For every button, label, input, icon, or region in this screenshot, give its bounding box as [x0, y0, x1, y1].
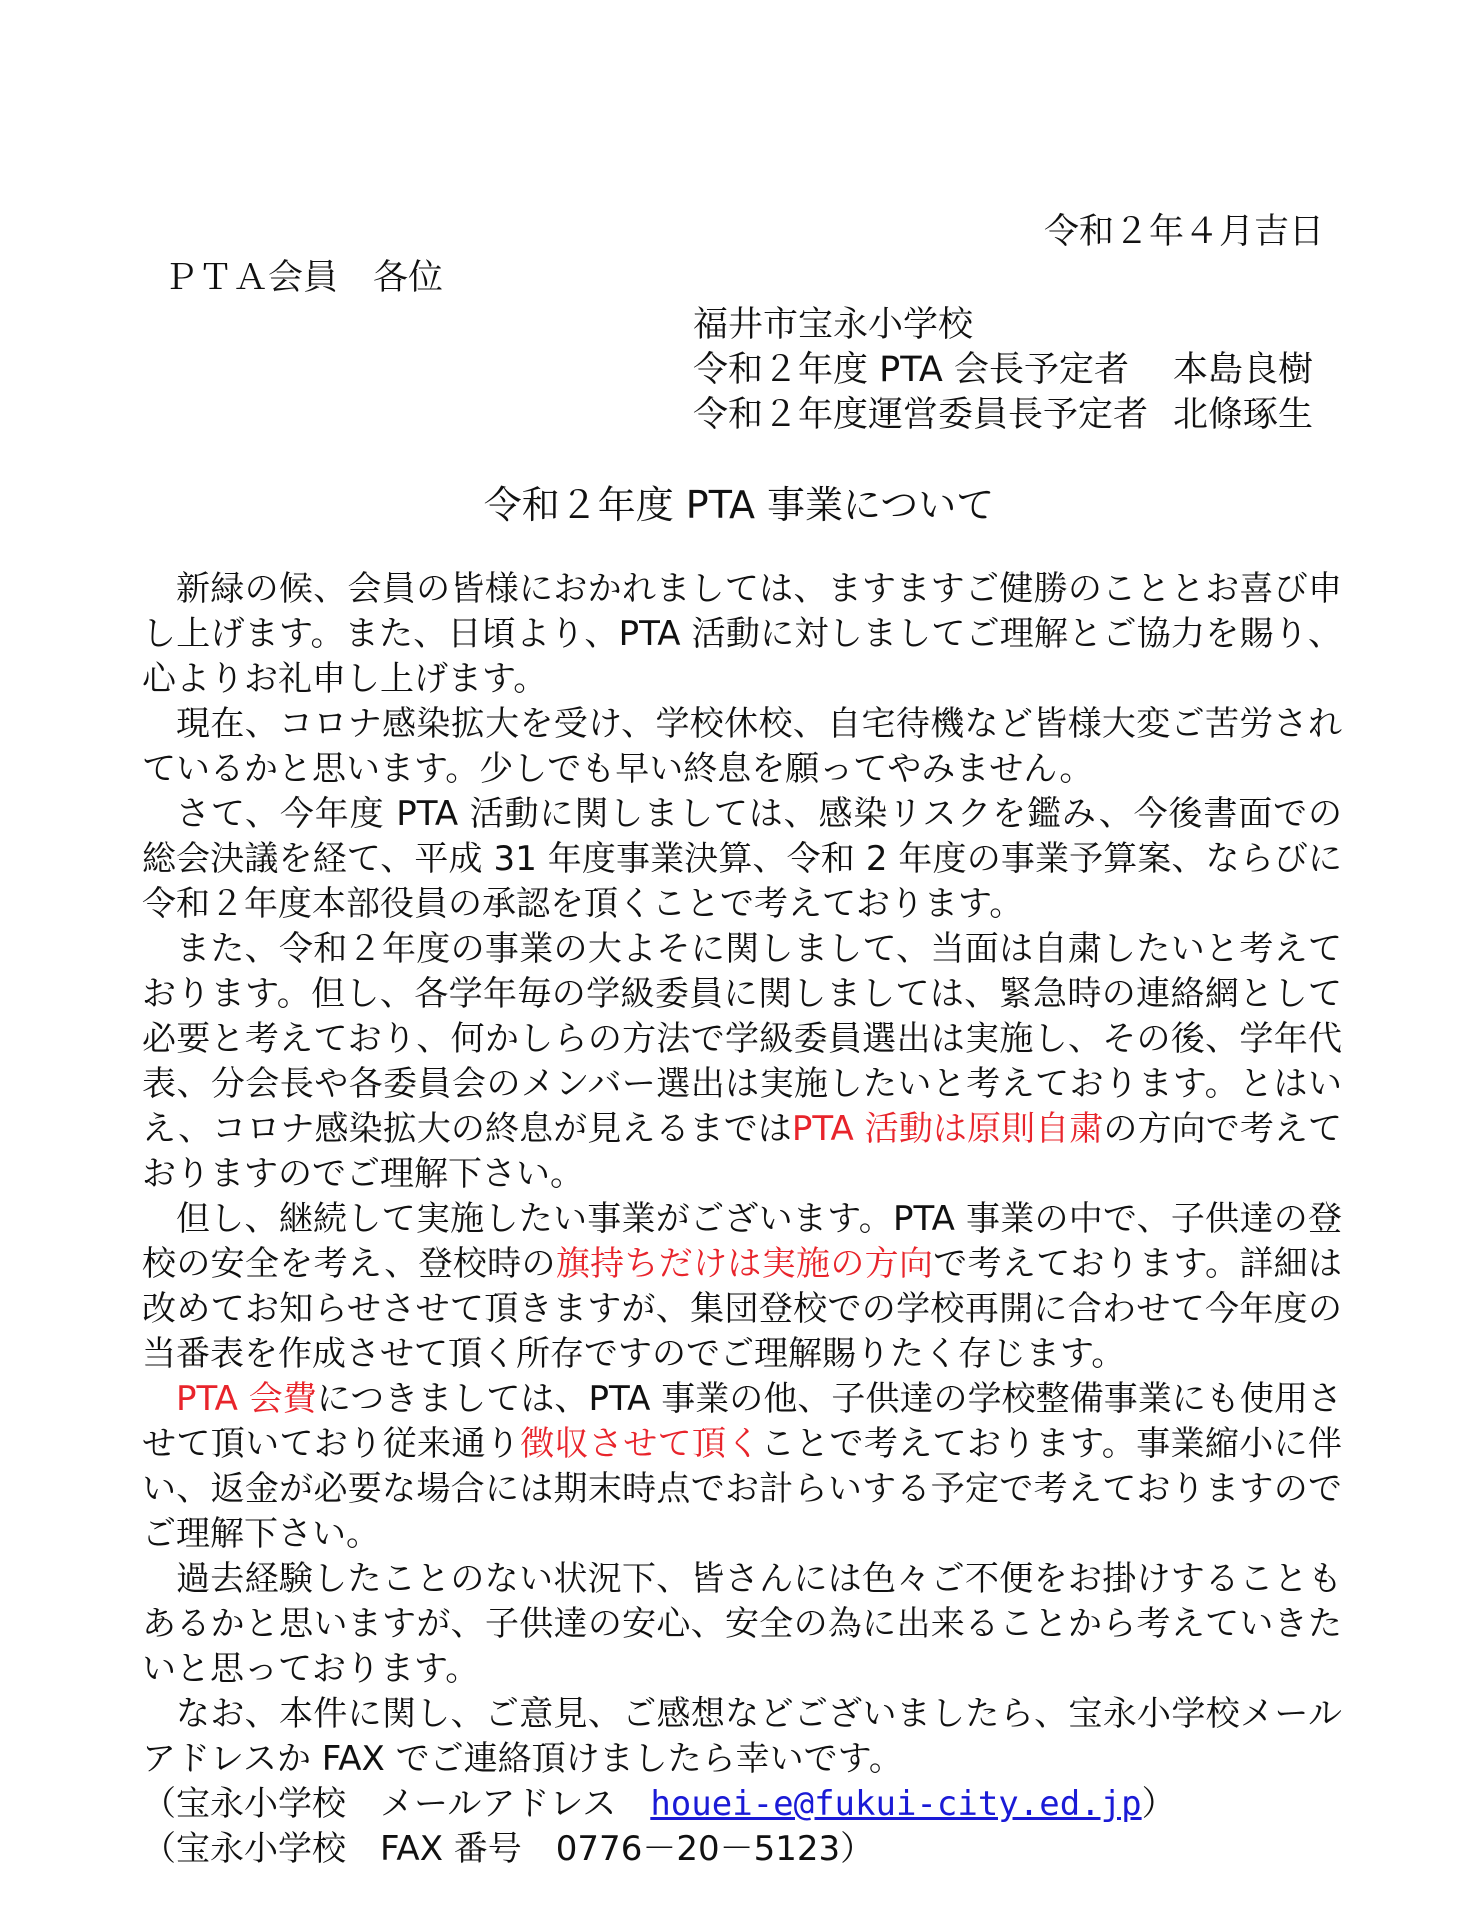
paragraph-flag-duty-text-a: 但し、継続して実施したい事業がございます。PTA 事業の中で、子供達の登校の安全を考え、登校時の — [142, 1199, 1342, 1284]
sender-committee-chair-name: 北條琢生 — [1173, 395, 1314, 435]
letter-body — [142, 567, 1342, 1872]
paragraph-flag-duty — [142, 1197, 1342, 1377]
sender-pta-president-role: 令和２年度 PTA 会長予定者 — [693, 350, 1129, 390]
sender-committee-chair — [693, 387, 1313, 437]
paragraph-greeting: 新緑の候、会員の皆様におかれましては、ますますご健勝のこととお喜び申し上げます。また、日頃より、PTA 活動に対しましてご理解とご協力を賜り、心よりお礼申し上げます。 — [142, 569, 1342, 699]
sender-pta-president — [693, 342, 1313, 392]
letter-date: 令和２年４月吉日 — [1043, 212, 1324, 252]
letter-title: 令和２年度 PTA 事業について — [483, 483, 995, 527]
contact-email-suffix: ） — [1141, 1784, 1176, 1824]
paragraph-covid-situation: 現在、コロナ感染拡大を受け、学校休校、自宅待機など皆様大変ご苦労されているかと思います。少しでも早い終息を願ってやみません。 — [142, 704, 1342, 789]
contact-email-link[interactable]: houei-e@fukui-city.ed.jp — [650, 1784, 1142, 1824]
emphasis-pta-fee: PTA 会費 — [176, 1379, 317, 1419]
paragraph-contact-request: なお、本件に関し、ご意見、ご感想などございましたら、宝永小学校メールアドレスか FAX でご連絡頂けましたら幸いです。 — [142, 1694, 1342, 1779]
paragraph-activities — [142, 927, 1342, 1197]
paragraph-apology: 過去経験したことのない状況下、皆さんには色々ご不便をお掛けすることもあるかと思いますが、子供達の安心、安全の為に出来ることから考えていきたいと思っております。 — [142, 1559, 1342, 1689]
sender-committee-chair-role: 令和２年度運営委員長予定者 — [693, 395, 1149, 435]
sender-school: 福井市宝永小学校 — [693, 305, 974, 345]
paragraph-general-meeting: さて、今年度 PTA 活動に関しましては、感染リスクを鑑み、今後書面での総会決議を経て、平成 31 年度事業決算、令和 2 年度の事業予算案、ならびに令和２年度本部役員の承認を頂くことで考えております。 — [142, 794, 1342, 924]
paragraph-membership-fee — [142, 1377, 1342, 1557]
contact-fax-line: （宝永小学校 FAX 番号 0776－20－5123） — [142, 1829, 875, 1869]
paragraph-activities-text-b: の方向で考えておりますのでご理解下さい。 — [142, 1109, 1343, 1194]
contact-email-line — [142, 1782, 1342, 1827]
paragraph-membership-fee-text-a: につきましては、PTA 事業の他、子供達の学校整備事業にも使用させて頂いており従来通り — [142, 1379, 1342, 1464]
paragraph-activities-text-a: また、令和２年度の事業の大よそに関しまして、当面は自粛したいと考えております。但し、各学年毎の学級委員に関しましては、緊急時の連絡網として必要と考えており、何かしらの方法で学級委員選出は実施し、その後、学年代表、分会長や各委員会のメンバー選出は実施したいと考えております。とはいえ、コロナ感染拡大の終息が見えるまでは — [142, 929, 1342, 1149]
emphasis-activities-suspended: PTA 活動は原則自粛 — [791, 1109, 1104, 1149]
sender-pta-president-name: 本島良樹 — [1173, 350, 1314, 390]
contact-email-prefix: （宝永小学校 メールアドレス — [142, 1784, 651, 1824]
emphasis-fee-collection: 徴収させて頂く — [520, 1424, 761, 1464]
emphasis-flag-duty: 旗持ちだけは実施の方向 — [555, 1244, 934, 1284]
paragraph-flag-duty-text-b: で考えております。詳細は改めてお知らせさせて頂きますが、集団登校での学校再開に合わせて今年度の当番表を作成させて頂く所存ですのでご理解賜りたく存じます。 — [142, 1244, 1342, 1374]
addressee: ＰＴＡ会員 各位 — [163, 258, 444, 298]
paragraph-membership-fee-text-b: ことで考えております。事業縮小に伴い、返金が必要な場合には期末時点でお計らいする予定で考えておりますのでご理解下さい。 — [142, 1424, 1343, 1554]
